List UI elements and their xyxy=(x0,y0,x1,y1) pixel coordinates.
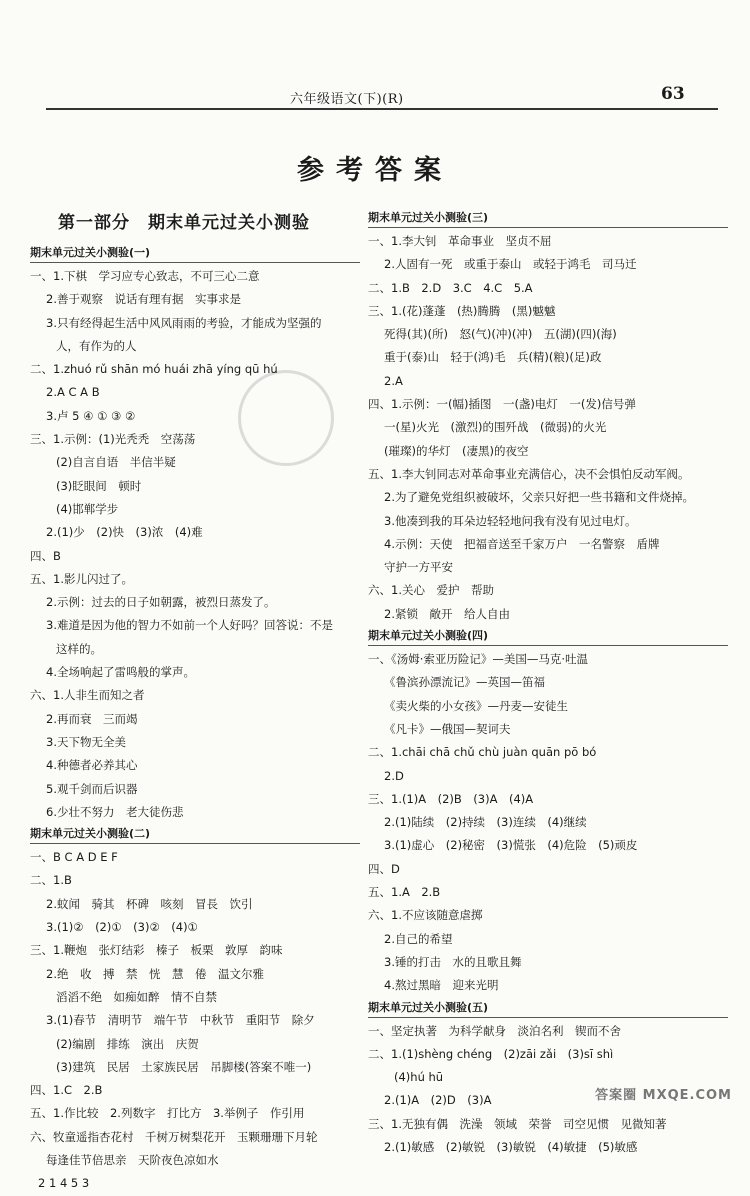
answer-line: 二、1.chāi chā chǔ chù juàn quān pō bó xyxy=(368,745,597,760)
answer-line: 2.A xyxy=(384,373,403,388)
answer-line: 一、1.李大钊 革命事业 坚贞不屈 xyxy=(368,234,552,248)
answer-line: 《卖火柴的小女孩》—丹麦—安徒生 xyxy=(384,698,568,713)
answer-line: 3.难道是因为他的智力不如前一个人好吗？回答说：不是 xyxy=(46,618,333,633)
section-heading: 期末单元过关小测验(五) xyxy=(368,998,728,1018)
answer-line: 《凡卡》—俄国—契诃夫 xyxy=(384,721,511,736)
answer-line: 五、1.A 2.B xyxy=(368,885,441,900)
answer-line: 五、1.作比较 2.列数字 打比方 3.举例子 作引用 xyxy=(30,1106,305,1121)
answer-line: 六、牧童遥指杏花村 千树万树梨花开 玉颗珊珊下月轮 xyxy=(30,1129,318,1144)
answer-line: (3)建筑 民居 土家族民居 吊脚楼(答案不唯一) xyxy=(56,1059,312,1074)
answer-line: 二、1.B 2.D 3.C 4.C 5.A xyxy=(368,280,533,295)
answer-line: 4.种德者必养其心 xyxy=(46,758,138,773)
answer-line: 四、1.示例：一(幅)插图 一(盏)电灯 一(发)信号弹 xyxy=(368,397,636,412)
answer-line: 2.再而衰 三而竭 xyxy=(46,711,138,726)
answer-line: 一、坚定执著 为科学献身 淡泊名利 锲而不舍 xyxy=(368,1023,621,1038)
answer-line: 2.A C A B xyxy=(46,385,100,400)
answer-line: (2)自言自语 半信半疑 xyxy=(56,455,176,470)
answer-line: 三、1.示例：(1)光秃秃 空荡荡 xyxy=(30,432,196,447)
answer-line: 3.天下物无全美 xyxy=(46,734,126,749)
header-rule xyxy=(46,108,718,110)
answer-line: 2.示例：过去的日子如朝露，被烈日蒸发了。 xyxy=(46,595,276,610)
answer-line: 2.善于观察 说话有理有据 实事求是 xyxy=(46,292,241,307)
answer-line: 四、1.C 2.B xyxy=(30,1083,103,1098)
answer-line: 一、《汤姆·索亚历险记》—美国—马克·吐温 xyxy=(368,652,589,667)
answer-line: 6.少壮不努力 老大徒伤悲 xyxy=(46,804,184,819)
answer-line: 4.示例：天使 把福音送至千家万户 一名警察 盾牌 xyxy=(384,536,660,551)
answer-line: 一、1.下棋 学习应专心致志，不可三心二意 xyxy=(30,269,260,283)
answer-line: 2.D xyxy=(384,768,404,783)
answer-line: 这样的。 xyxy=(56,641,102,656)
answer-line: 2.(1)A (2)D (3)A xyxy=(384,1093,492,1108)
answer-line: 四、B xyxy=(30,548,61,563)
answer-line: (4)hú hū xyxy=(394,1070,444,1085)
answer-line: 3.他凑到我的耳朵边轻轻地问我有没有见过电灯。 xyxy=(384,513,637,528)
right-column xyxy=(368,208,728,1159)
answer-line: 3.卢 5 ④ ① ③ ② xyxy=(46,408,136,423)
main-title: 参考答案 xyxy=(297,155,453,186)
answer-line: 2.人固有一死 或重于泰山 或轻于鸿毛 司马迁 xyxy=(384,257,637,272)
answer-line: 2.(1)陆续 (2)持续 (3)连续 (4)继续 xyxy=(384,815,587,830)
answer-line: 滔滔不绝 如痴如醉 情不自禁 xyxy=(56,989,217,1004)
left-column xyxy=(30,208,360,1196)
answer-line: 人，有作为的人 xyxy=(56,338,137,353)
answer-line: 五、1.李大钊同志对革命事业充满信心，决不会惧怕反动军阀。 xyxy=(368,466,690,481)
answer-line: 三、1.(花)蓬蓬 (热)腾腾 (黑)魆魆 xyxy=(368,303,556,318)
answer-line: (璀璨)的华灯 (凄黑)的夜空 xyxy=(384,443,529,458)
answer-line: 5.观千剑而后识器 xyxy=(46,781,138,796)
answer-line: 一、B C A D E F xyxy=(30,850,118,865)
answer-line: 死得(其)(所) 怒(气)(冲)(冲) 五(湖)(四)(海) xyxy=(384,327,617,342)
answer-line: (3)眨眼间 顿时 xyxy=(56,478,142,493)
answer-line: 一(星)火光 (激烈)的围歼战 (微弱)的火光 xyxy=(384,420,607,435)
answer-line: 2.自己的希望 xyxy=(384,931,453,946)
answer-line: 2.绝 收 搏 禁 恍 慧 倦 温文尔雅 xyxy=(46,966,264,981)
answer-line: 2.(1)少 (2)快 (3)浓 (4)难 xyxy=(46,525,203,540)
answer-line: 二、1.B xyxy=(30,873,72,888)
answer-line: 4.全场响起了雷鸣般的掌声。 xyxy=(46,665,195,680)
answer-line: 重于(泰)山 轻于(鸿)毛 兵(精)(粮)(足)政 xyxy=(384,350,602,365)
answer-line: 四、D xyxy=(368,861,400,876)
watermark: 答案圈 MXQE.COM xyxy=(595,1088,732,1103)
answer-line: 2.为了避免党组织被破坏，父亲只好把一些书籍和文件烧掉。 xyxy=(384,490,694,505)
answer-line: 每逢佳节倍思亲 天阶夜色凉如水 xyxy=(46,1152,219,1167)
answer-line: 二、1.(1)shèng chéng (2)zāi zǎi (3)sī shì xyxy=(368,1046,614,1061)
section-heading: 期末单元过关小测验(一) xyxy=(30,243,360,263)
section-heading: 期末单元过关小测验(四) xyxy=(368,626,728,646)
header-title: 六年级语文(下)(R) xyxy=(290,92,404,107)
answer-line: 2.(1)敏感 (2)敏锐 (3)敏锐 (4)敏捷 (5)敏感 xyxy=(384,1139,638,1154)
answer-line: 3.(1)春节 清明节 端午节 中秋节 重阳节 除夕 xyxy=(46,1013,315,1028)
answer-line: 六、1.人非生而知之者 xyxy=(30,688,145,703)
answer-line: 六、1.不应该随意虐掷 xyxy=(368,908,483,923)
section-heading: 期末单元过关小测验(二) xyxy=(30,824,360,844)
part-title: 第一部分 期末单元过关小测验 xyxy=(58,213,310,233)
answer-line: 3.(1)虚心 (2)秘密 (3)慌张 (4)危险 (5)顽皮 xyxy=(384,838,638,853)
answer-line: 2 1 4 5 3 xyxy=(38,1176,90,1191)
answer-line: 三、1.无独有偶 洗澡 领域 荣誉 司空见惯 见微知著 xyxy=(368,1116,667,1131)
answer-line: 三、1.(1)A (2)B (3)A (4)A xyxy=(368,791,534,806)
answer-line: 4.熬过黑暗 迎来光明 xyxy=(384,978,499,993)
answer-line: 守护一方平安 xyxy=(384,560,453,575)
answer-line: 三、1.鞭炮 张灯结彩 榛子 板栗 敦厚 韵味 xyxy=(30,943,283,958)
answer-line: 3.(1)② (2)① (3)② (4)① xyxy=(46,920,198,935)
answer-line: 3.锤的打击 水的且歌且舞 xyxy=(384,954,522,969)
answer-line: 2.紧锁 敞开 给人自由 xyxy=(384,606,510,621)
answer-line: 《鲁滨孙漂流记》—英国—笛福 xyxy=(384,675,545,690)
answer-line: 六、1.关心 爱护 帮助 xyxy=(368,583,494,598)
page-number: 63 xyxy=(661,84,685,104)
answer-line: 五、1.影儿闪过了。 xyxy=(30,571,133,586)
answer-line: 3.只有经得起生活中风风雨雨的考验，才能成为坚强的 xyxy=(46,315,322,330)
answer-line: 2.蚊闻 骑其 杯碑 咳刻 冒長 饮引 xyxy=(46,896,253,911)
section-heading: 期末单元过关小测验(三) xyxy=(368,208,728,228)
answer-line: (2)编剧 排练 演出 庆贺 xyxy=(56,1036,199,1051)
answer-line: 二、1.zhuó rǔ shān mó huái zhā yíng qū hú xyxy=(30,362,278,377)
answer-line: (4)邯郸学步 xyxy=(56,501,119,516)
